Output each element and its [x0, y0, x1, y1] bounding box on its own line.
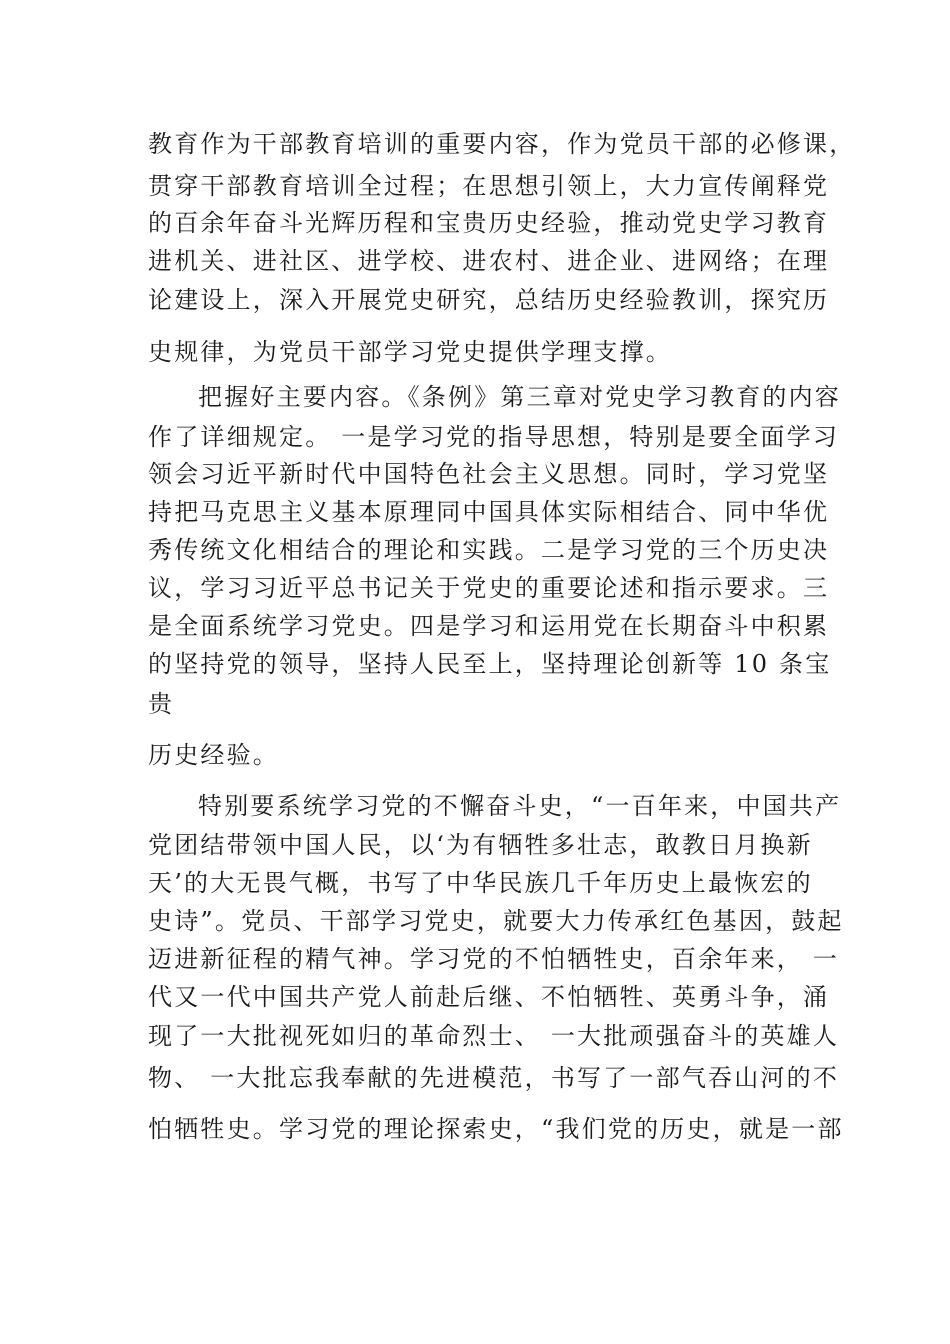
text-line: 史规律，为党员干部学习党史提供学理支撑。 — [148, 338, 672, 366]
text-line: 是全面系统学习党史。四是学习和运用党在长期奋斗中积累 — [148, 612, 830, 640]
text-line: 领会习近平新时代中国特色社会主义思想。同时，学习党坚 — [148, 460, 830, 488]
text-line: 代又一代中国共产党人前赴后继、不怕牺牲、英勇斗争，涌 — [148, 983, 830, 1011]
text-line: 论建设上，深入开展党史研究，总结历史经验教训，探究历 — [148, 286, 830, 314]
text-line: 现了一大批视死如归的革命烈士、 一大批顽强奋斗的英雄人 — [148, 1022, 840, 1050]
text-line: 议，学习习近平总书记关于党史的重要论述和指示要求。三 — [148, 574, 830, 602]
text-line: 贵 — [148, 690, 175, 718]
text-line: 的坚持党的领导，坚持人民至上，坚持理论创新等 10 条宝 — [148, 650, 832, 678]
text-line: 史诗”。党员、干部学习党史，就要大力传承红色基因，鼓起 — [148, 907, 844, 935]
text-line: 教育作为干部教育培训的重要内容，作为党员干部的必修课， — [148, 130, 856, 158]
text-line: 物、 一大批忘我奉献的先进模范，书写了一部气吞山河的不 — [148, 1064, 840, 1092]
text-line: 怕牺牲史。学习党的理论探索史，“我们党的历史，就是一部 — [148, 1115, 844, 1143]
paragraph-first-line: 把握好主要内容。《条例》第三章对党史学习教育的内容 — [198, 383, 841, 411]
text-line: 进机关、进社区、进学校、进农村、进企业、进网络；在理 — [148, 247, 830, 275]
text-line: 持把马克思主义基本原理同中国具体实际相结合、同中华优 — [148, 498, 830, 526]
text-line: 迈进新征程的精气神。学习党的不怕牺牲史，百余年来， 一 — [148, 945, 840, 973]
text-line: 党团结带领中国人民，以‘为有牺牲多壮志，敢教日月换新 — [148, 831, 813, 859]
text-line: 的百余年奋斗光辉历程和宝贵历史经验，推动党史学习教育 — [148, 209, 830, 237]
text-line: 秀传统文化相结合的理论和实践。二是学习党的三个历史决 — [148, 536, 830, 564]
text-line: 天’的大无畏气概，书写了中华民族几千年历史上最恢宏的 — [148, 869, 813, 897]
text-line: 历史经验。 — [148, 741, 279, 769]
text-line: 贯穿干部教育培训全过程；在思想引领上，大力宣传阐释党 — [148, 172, 830, 200]
text-line: 作了详细规定。 一是学习党的指导思想，特别是要全面学习 — [148, 423, 840, 451]
paragraph-first-line: 特别要系统学习党的不懈奋斗史，“一百年来，中国共产 — [198, 792, 842, 820]
